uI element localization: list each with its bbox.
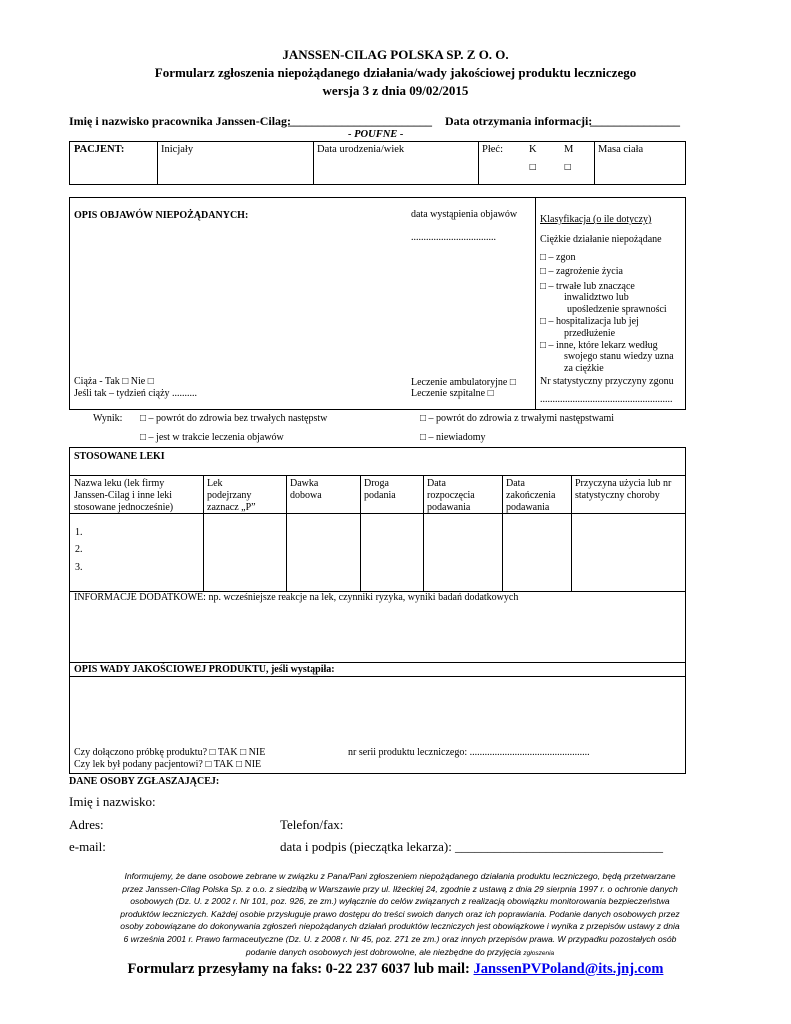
footer-email-link[interactable]: JanssenPVPoland@its.jnj.com xyxy=(473,961,664,977)
life-threat-checkbox[interactable]: □ – zagrożenie życia xyxy=(540,266,623,277)
reporter-name[interactable]: Imię i nazwisko: xyxy=(69,794,156,809)
other-serious-text-2: swojego stanu wiedzy uzna xyxy=(564,351,674,362)
outcome-label: Wynik: xyxy=(93,413,123,424)
route-header: Droga podania xyxy=(364,478,396,501)
quality-defect-title: OPIS WADY JAKOŚCIOWEJ PRODUKTU, jeśli wystąpiła: xyxy=(74,664,335,675)
sex-k-checkbox[interactable]: □ xyxy=(529,162,537,171)
drug-row-2[interactable]: 2. xyxy=(75,544,83,555)
disability-text-2: inwalidztwo lub xyxy=(564,292,629,303)
reporter-title: DANE OSOBY ZGŁASZAJĄCEJ: xyxy=(69,776,220,787)
patient-mass[interactable]: Masa ciała xyxy=(598,144,644,155)
outcome-recovered-sequelae[interactable]: □ – powrót do zdrowia z trwałymi następstwami xyxy=(420,413,615,424)
hospitalisation-text-2: przedłużenie xyxy=(564,328,616,339)
pregnancy-week[interactable]: Jeśli tak – tydzień ciąży .......... xyxy=(74,388,198,399)
onset-date-field[interactable]: .................................. xyxy=(411,232,496,243)
end-date-header: Data zakończenia podawania xyxy=(506,478,556,513)
form-title: Formularz zgłoszenia niepożądanego działania/wady jakościowej produktu leczniczego xyxy=(154,65,637,80)
start-date-header: Data rozpoczęcia podawania xyxy=(427,478,475,513)
outpatient-treatment[interactable]: Leczenie ambulatoryjne □ xyxy=(411,377,516,388)
death-cause-field[interactable]: ..................................................... xyxy=(540,394,673,405)
confidential-label: - POUFNE - xyxy=(348,129,404,140)
privacy-notice: Informujemy, że dane osobowe zebrane w związku z Pana/Pani zgłoszeniem niepożądanego działania produktu leczniczego, będą przetwarzane przez Janssen-Cilag Polska Sp. z o.o. z siedzibą w Warszawie przy ul. Iłżeckiej 24, zgodnie z ustawą z dnia 29 sierpnia 1997 r. o ochronie danych osobowych (Dz. U. z 2002 r. Nr 101, poz. 926, ze zm.) wyłącznie do celów związanych z realizacją obowiązku monitorowania bezpieczeństwa produktów leczniczych. Każdej osobie przysługuje prawo dostępu do treści swoich danych oraz ich poprawiania. Podanie danych osobowych przez osoby zobowiązane do dokonywania zgłoszeń niepożądanych działań produktów leczniczych jest obowiązkowe i wynika z przepisów ustawy z dnia 6 września 2001 r. Prawo farmaceutyczne (Dz. U. z 2008 r. Nr 45, poz. 271 ze zm.) oraz innych przepisów prawa. W przypadku pozostałych osób podanie danych osobowych jest dobrowolne, ale niezbędne do przyjęcia zgłoszenia xyxy=(120,871,680,957)
other-serious-checkbox[interactable]: □ – inne, które lekarz według xyxy=(540,340,658,351)
company-name: JANSSEN-CILAG POLSKA SP. Z O. O. xyxy=(282,47,509,62)
death-cause-label: Nr statystyczny przyczyny zgonu xyxy=(540,376,674,387)
employee-field[interactable]: ________________________ xyxy=(288,114,432,128)
indication-header: Przyczyna użycia lub nr statystyczny choroby xyxy=(575,478,672,501)
serious-reaction-label: Ciężkie działanie niepożądane xyxy=(540,234,662,245)
daily-dose-header: Dawka dobowa xyxy=(290,478,322,501)
onset-date-label: data wystąpienia objawów xyxy=(411,209,518,220)
pregnancy-question[interactable]: Ciąża - Tak □ Nie □ xyxy=(74,376,154,387)
footer-contact: Formularz przesyłamy na faks: 0-22 237 6037 lub mail: JanssenPVPoland@its.jnj.com xyxy=(127,961,664,977)
patient-label: PACJENT: xyxy=(74,144,125,155)
date-received-label: Data otrzymania informacji: xyxy=(445,114,593,128)
batch-number-field[interactable]: nr serii produktu leczniczego: ................................................ xyxy=(348,747,590,758)
suspect-drug-header: Lek podejrzany zaznacz „P” xyxy=(207,478,256,513)
drugs-table xyxy=(69,447,686,774)
reporter-email[interactable]: e-mail: xyxy=(69,839,106,854)
reporter-signature[interactable]: data i podpis (pieczątka lekarza): ________________________________ xyxy=(280,839,664,854)
employee-label: Imię i nazwisko pracownika Janssen-Cilag: xyxy=(69,114,292,128)
reporter-phone[interactable]: Telefon/fax: xyxy=(280,817,344,832)
disability-checkbox[interactable]: □ – trwałe lub znaczące xyxy=(540,281,635,292)
hospital-treatment[interactable]: Leczenie szpitalne □ xyxy=(411,388,494,399)
sample-attached-question[interactable]: Czy dołączono próbkę produktu? □ TAK □ NIE xyxy=(74,747,266,758)
sex-m-checkbox[interactable]: □ xyxy=(564,162,572,171)
hospitalisation-checkbox[interactable]: □ – hospitalizacja lub jej xyxy=(540,316,639,327)
patient-initials[interactable]: Inicjały xyxy=(161,144,194,155)
death-checkbox[interactable]: □ – zgon xyxy=(540,252,576,263)
drug-given-question[interactable]: Czy lek był podany pacjentowi? □ TAK □ NIE xyxy=(74,759,262,770)
outcome-ongoing[interactable]: □ – jest w trakcie leczenia objawów xyxy=(140,432,284,443)
additional-info-label[interactable]: INFORMACJE DODATKOWE: np. wcześniejsze reakcje na lek, czynniki ryzyka, wyniki badań dodatkowych xyxy=(74,592,519,603)
date-received-field[interactable]: _______________ xyxy=(590,114,680,128)
outcome-recovered-no-sequelae[interactable]: □ – powrót do zdrowia bez trwałych następstw xyxy=(140,413,328,424)
other-serious-text-3: za ciężkie xyxy=(564,363,604,374)
classification-title: Klasyfikacja (o ile dotyczy) xyxy=(540,214,652,225)
drug-name-header: Nazwa leku (lek firmy Janssen-Cilag i inne leki stosowane jednocześnie) xyxy=(74,478,174,513)
sex-m-label: M xyxy=(564,144,574,155)
drugs-title: STOSOWANE LEKI xyxy=(74,451,165,462)
drug-row-1[interactable]: 1. xyxy=(75,527,83,538)
symptoms-title: OPIS OBJAWÓW NIEPOŻĄDANYCH: xyxy=(74,210,249,221)
form-version: wersja 3 z dnia 09/02/2015 xyxy=(322,83,469,98)
reporter-address[interactable]: Adres: xyxy=(69,817,104,832)
sex-k-label: K xyxy=(529,144,537,155)
patient-sex-label: Płeć: xyxy=(482,144,503,155)
disability-text-3: upośledzenie sprawności xyxy=(567,304,667,315)
drug-row-3[interactable]: 3. xyxy=(75,562,83,573)
outcome-unknown[interactable]: □ – niewiadomy xyxy=(420,432,486,443)
patient-table xyxy=(69,141,686,185)
patient-birth-date[interactable]: Data urodzenia/wiek xyxy=(317,144,405,155)
symptoms-section xyxy=(69,197,686,410)
